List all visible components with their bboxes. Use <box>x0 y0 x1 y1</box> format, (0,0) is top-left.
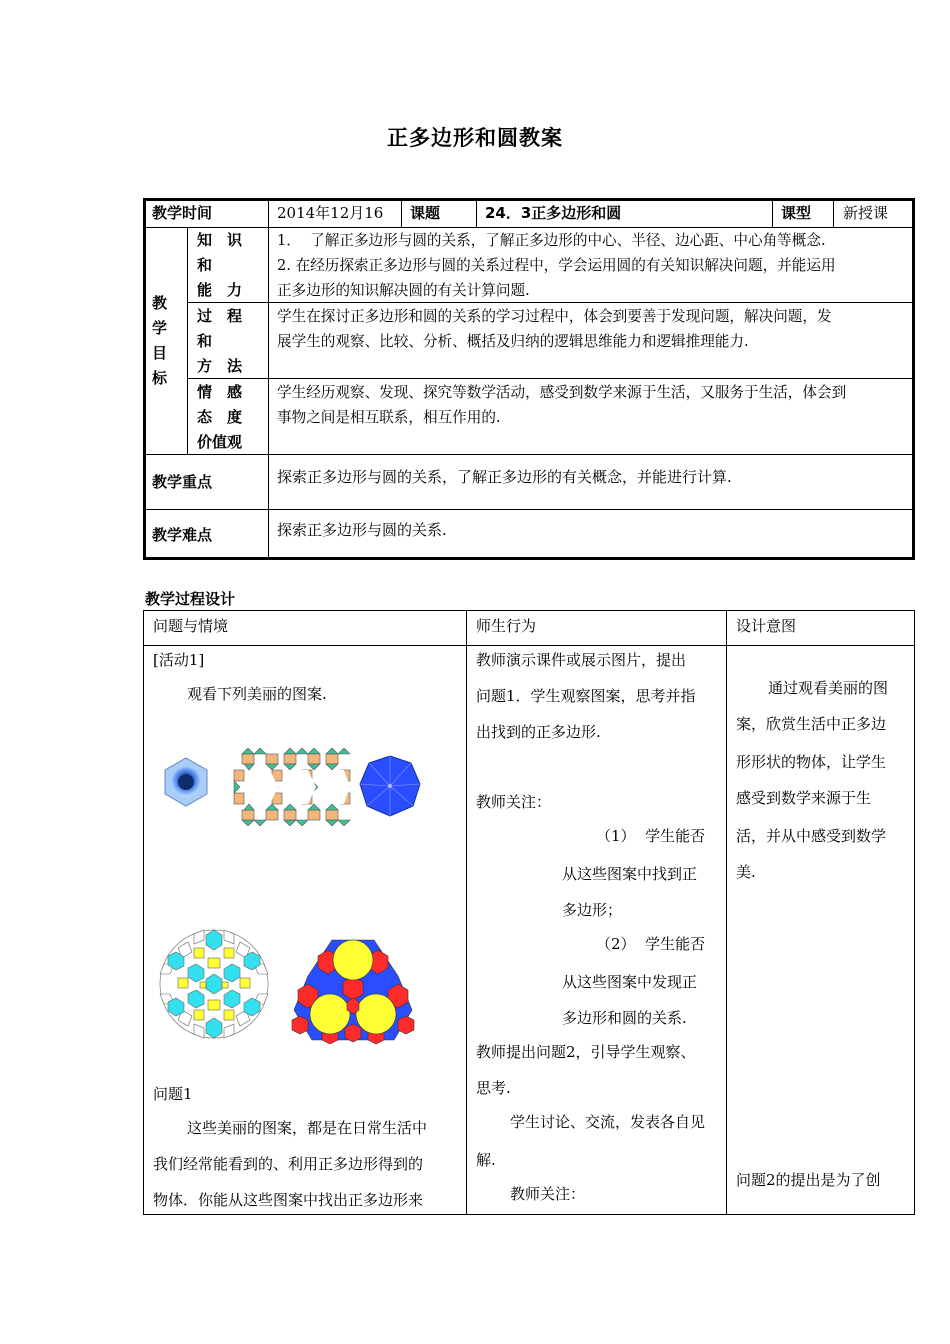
discuss-line-1: 学生讨论、交流，发表各自见 <box>510 1113 706 1131</box>
emotion-label-2: 态 度 <box>197 408 243 426</box>
item1-line-2: 从这些图案中找到正 <box>562 865 698 883</box>
goals-group-label-2: 学 <box>152 319 168 337</box>
intent-line-1: 通过观看美丽的图 <box>768 679 889 697</box>
difficulty-label: 教学难点 <box>152 526 213 544</box>
header-intent: 设计意图 <box>736 617 797 635</box>
page-title: 正多边形和圆教案 <box>387 126 563 150</box>
q1-line-1: 这些美丽的图案，都是在日常生活中 <box>187 1119 428 1137</box>
key-point-text: 探索正多边形与圆的关系，了解正多边形的有关概念，并能进行计算. <box>277 468 732 486</box>
design-heading: 教学过程设计 <box>145 590 236 608</box>
intent-line-5: 活，并从中感受到数学 <box>736 827 887 845</box>
type-value: 新授课 <box>843 204 889 222</box>
item2-line-3: 多边形和圆的关系. <box>562 1009 687 1027</box>
intro-line-1: 教师演示课件或展示图片，提出 <box>476 651 687 669</box>
q2-line-1: 教师提出问题2，引导学生观察、 <box>476 1043 696 1061</box>
process-line-2: 展学生的观察、比较、分析、概括及归纳的逻辑思维能力和逻辑推理能力. <box>277 333 749 350</box>
attention-2: 教师关注： <box>510 1185 586 1203</box>
knowledge-line-1: 1． 了解正多边形与圆的关系，了解正多边形的中心、半径、边心距、中心角等概念. <box>277 232 826 249</box>
goals-group-label-4: 标 <box>152 369 168 387</box>
difficulty-text: 探索正多边形与圆的关系. <box>277 521 447 539</box>
item2-line-2: 从这些图案中发现正 <box>562 973 698 991</box>
intro-line-2: 问题1．学生观察图案，思考并指 <box>476 687 696 705</box>
goals-group-label-1: 教 <box>152 294 168 312</box>
knowledge-label-2: 和 <box>197 256 213 274</box>
hex-nut-icon <box>160 756 212 808</box>
emotion-label-3: 价值观 <box>197 433 243 451</box>
header-behavior: 师生行为 <box>476 617 537 635</box>
discuss-line-2: 解. <box>476 1151 496 1169</box>
attention-1: 教师关注： <box>476 793 552 811</box>
emotion-line-1: 学生经历观察、发现、探究等数学活动，感受到数学来源于生活，又服务于生活，体会到 <box>277 384 847 401</box>
emotion-label-1: 情 感 <box>197 383 243 401</box>
q2-intent: 问题2的提出是为了创 <box>736 1171 881 1189</box>
process-label-2: 和 <box>197 332 213 350</box>
time-value: 2014年12月16 <box>277 204 384 222</box>
dodecagon-tiling-icon <box>158 928 270 1040</box>
key-point-label: 教学重点 <box>152 473 213 491</box>
intent-line-6: 美. <box>736 863 756 881</box>
header-problem: 问题与情境 <box>153 617 229 635</box>
knowledge-line-2: 2. 在经历探索正多边形与圆的关系过程中，学会运用圆的有关知识解决问题，并能运用 <box>277 257 836 274</box>
process-label-1: 过 程 <box>197 307 243 325</box>
activity-label: [活动1] <box>153 651 205 669</box>
hexagon-tiling-icon <box>232 748 352 826</box>
circle-hexagon-pattern-icon <box>286 936 420 1044</box>
q1-line-3: 物体．你能从这些图案中找出正多边形来 <box>153 1191 424 1209</box>
intent-line-3: 形形状的物体，让学生 <box>736 753 887 771</box>
emotion-line-2: 事物之间是相互联系，相互作用的. <box>277 409 501 426</box>
intent-line-2: 案，欣赏生活中正多边 <box>736 715 887 733</box>
observe-text: 观看下列美丽的图案. <box>187 685 327 703</box>
goals-group-label-3: 目 <box>152 344 168 362</box>
knowledge-label-3: 能 力 <box>197 281 243 299</box>
intent-line-4: 感受到数学来源于生 <box>736 789 872 807</box>
item1-line-3: 多边形； <box>562 901 623 919</box>
intro-line-3: 出找到的正多边形. <box>476 723 601 741</box>
item2-line-1: （2） 学生能否 <box>596 935 706 953</box>
topic-value: 24．3正多边形和圆 <box>485 204 622 222</box>
type-label: 课型 <box>781 204 812 222</box>
process-label-3: 方 法 <box>197 357 243 375</box>
q2-line-2: 思考. <box>476 1079 511 1097</box>
q1-line-2: 我们经常能看到的、利用正多边形得到的 <box>153 1155 424 1173</box>
knowledge-label-1: 知 识 <box>197 231 243 249</box>
octagon-umbrella-icon <box>356 754 424 818</box>
item1-line-1: （1） 学生能否 <box>596 827 706 845</box>
time-label: 教学时间 <box>152 204 213 222</box>
topic-label: 课题 <box>410 204 441 222</box>
process-line-1: 学生在探讨正多边形和圆的关系的学习过程中，体会到要善于发现问题，解决问题，发 <box>277 308 832 325</box>
q1-label: 问题1 <box>153 1085 193 1103</box>
knowledge-line-3: 正多边形的知识解决圆的有关计算问题. <box>277 282 530 299</box>
